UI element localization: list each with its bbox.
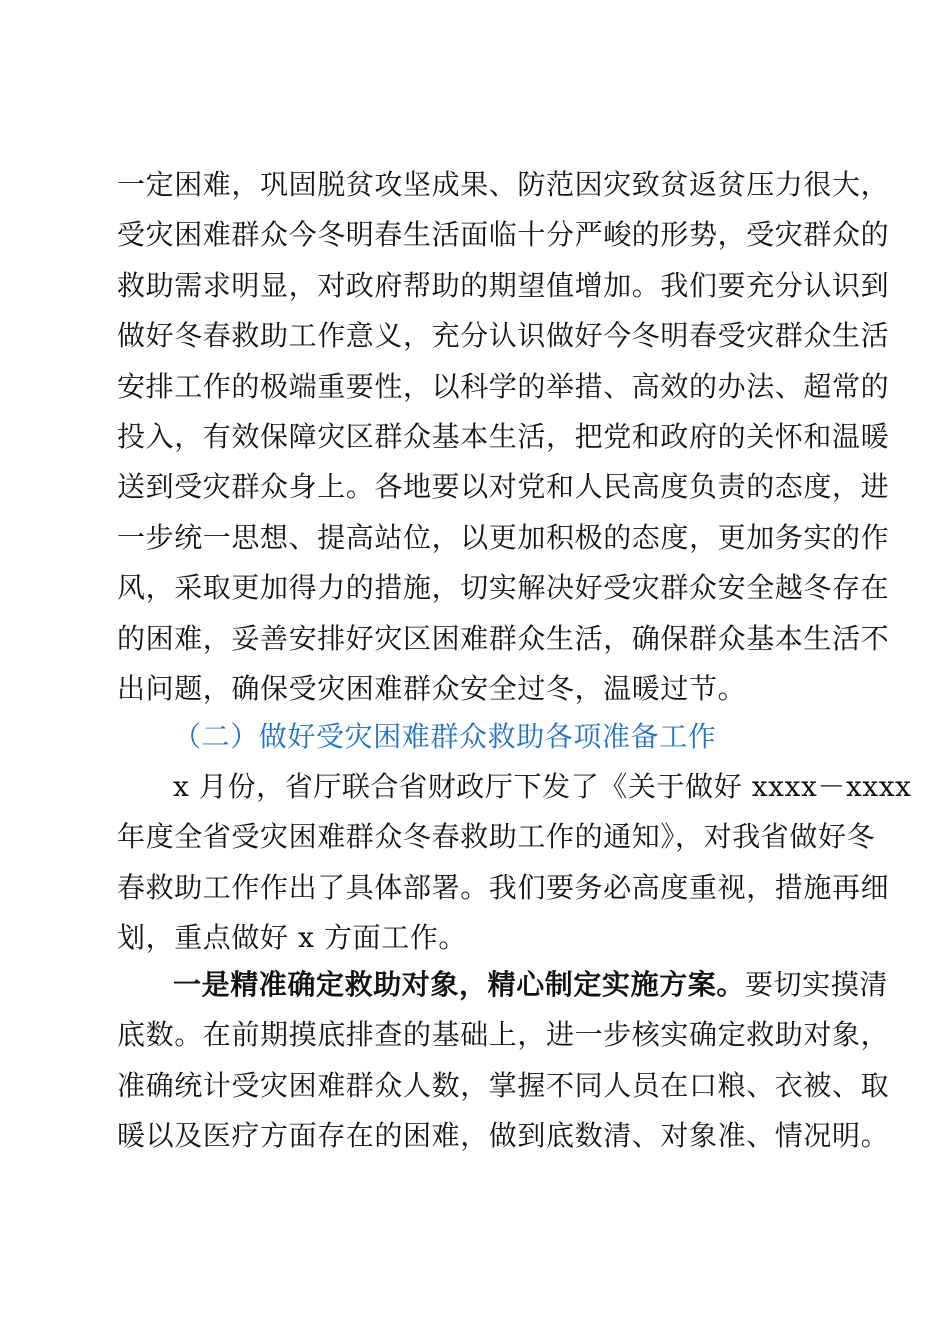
paragraph-1-line: 做好冬春救助工作意义，充分认识做好今冬明春受灾群众生活 (117, 319, 890, 353)
paragraph-2-line: 春救助工作作出了具体部署。我们要务必高度重视，措施再细 (117, 870, 890, 904)
paragraph-2-line: 年度全省受灾困难群众冬春救助工作的通知》，对我省做好冬 (117, 820, 876, 854)
paragraph-3-line: 底数。在前期摸底排查的基础上，进一步核实确定救助对象， (117, 1018, 890, 1052)
paragraph-3-first-line (117, 960, 889, 1010)
paragraph-1-line: 的困难，妥善安排好灾区困难群众生活，确保群众基本生活不 (117, 621, 890, 655)
paragraph-1-line: 受灾困难群众今冬明春生活面临十分严峻的形势，受灾群众的 (117, 218, 890, 252)
paragraph-3-line: 准确统计受灾困难群众人数，掌握不同人员在口粮、衣被、取 (117, 1068, 890, 1102)
paragraph-2-line: 划，重点做好 x 方面工作。 (117, 921, 467, 955)
paragraph-1-line: 一定困难，巩固脱贫攻坚成果、防范因灾致贫返贫压力很大， (117, 168, 890, 201)
paragraph-1-line: 出问题，确保受灾困难群众安全过冬，温暖过节。 (117, 672, 747, 706)
section-subheading: （二）做好受灾困难群众救助各项准备工作 (173, 720, 717, 753)
paragraph-3 (117, 960, 890, 1162)
paragraph-3-line: 暖以及医疗方面存在的困难，做到底数清、对象准、情况明。 (117, 1119, 890, 1153)
paragraph-3-first-line-rest: 要切实摸清 (745, 968, 889, 1001)
paragraph-2 (117, 762, 912, 964)
paragraph-1-line: 一步统一思想、提高站位，以更加积极的态度，更加务实的作 (117, 520, 890, 554)
paragraph-1-line: 投入，有效保障灾区群众基本生活，把党和政府的关怀和温暖 (117, 420, 890, 454)
paragraph-3-bold-lead: 一是精准确定救助对象，精心制定实施方案。 (173, 968, 746, 1001)
paragraph-1 (117, 160, 890, 714)
paragraph-1-line: 风，采取更加得力的措施，切实解决好受灾群众安全越冬存在 (117, 571, 890, 605)
paragraph-1-line: 救助需求明显，对政府帮助的期望值增加。我们要充分认识到 (117, 268, 890, 302)
paragraph-1-line: 送到受灾群众身上。各地要以对党和人民高度负责的态度，进 (117, 470, 890, 504)
paragraph-1-line: 安排工作的极端重要性，以科学的举措、高效的办法、超常的 (117, 369, 890, 403)
paragraph-2-line: x 月份，省厅联合省财政厅下发了《关于做好 xxxx－xxxx (173, 770, 912, 803)
